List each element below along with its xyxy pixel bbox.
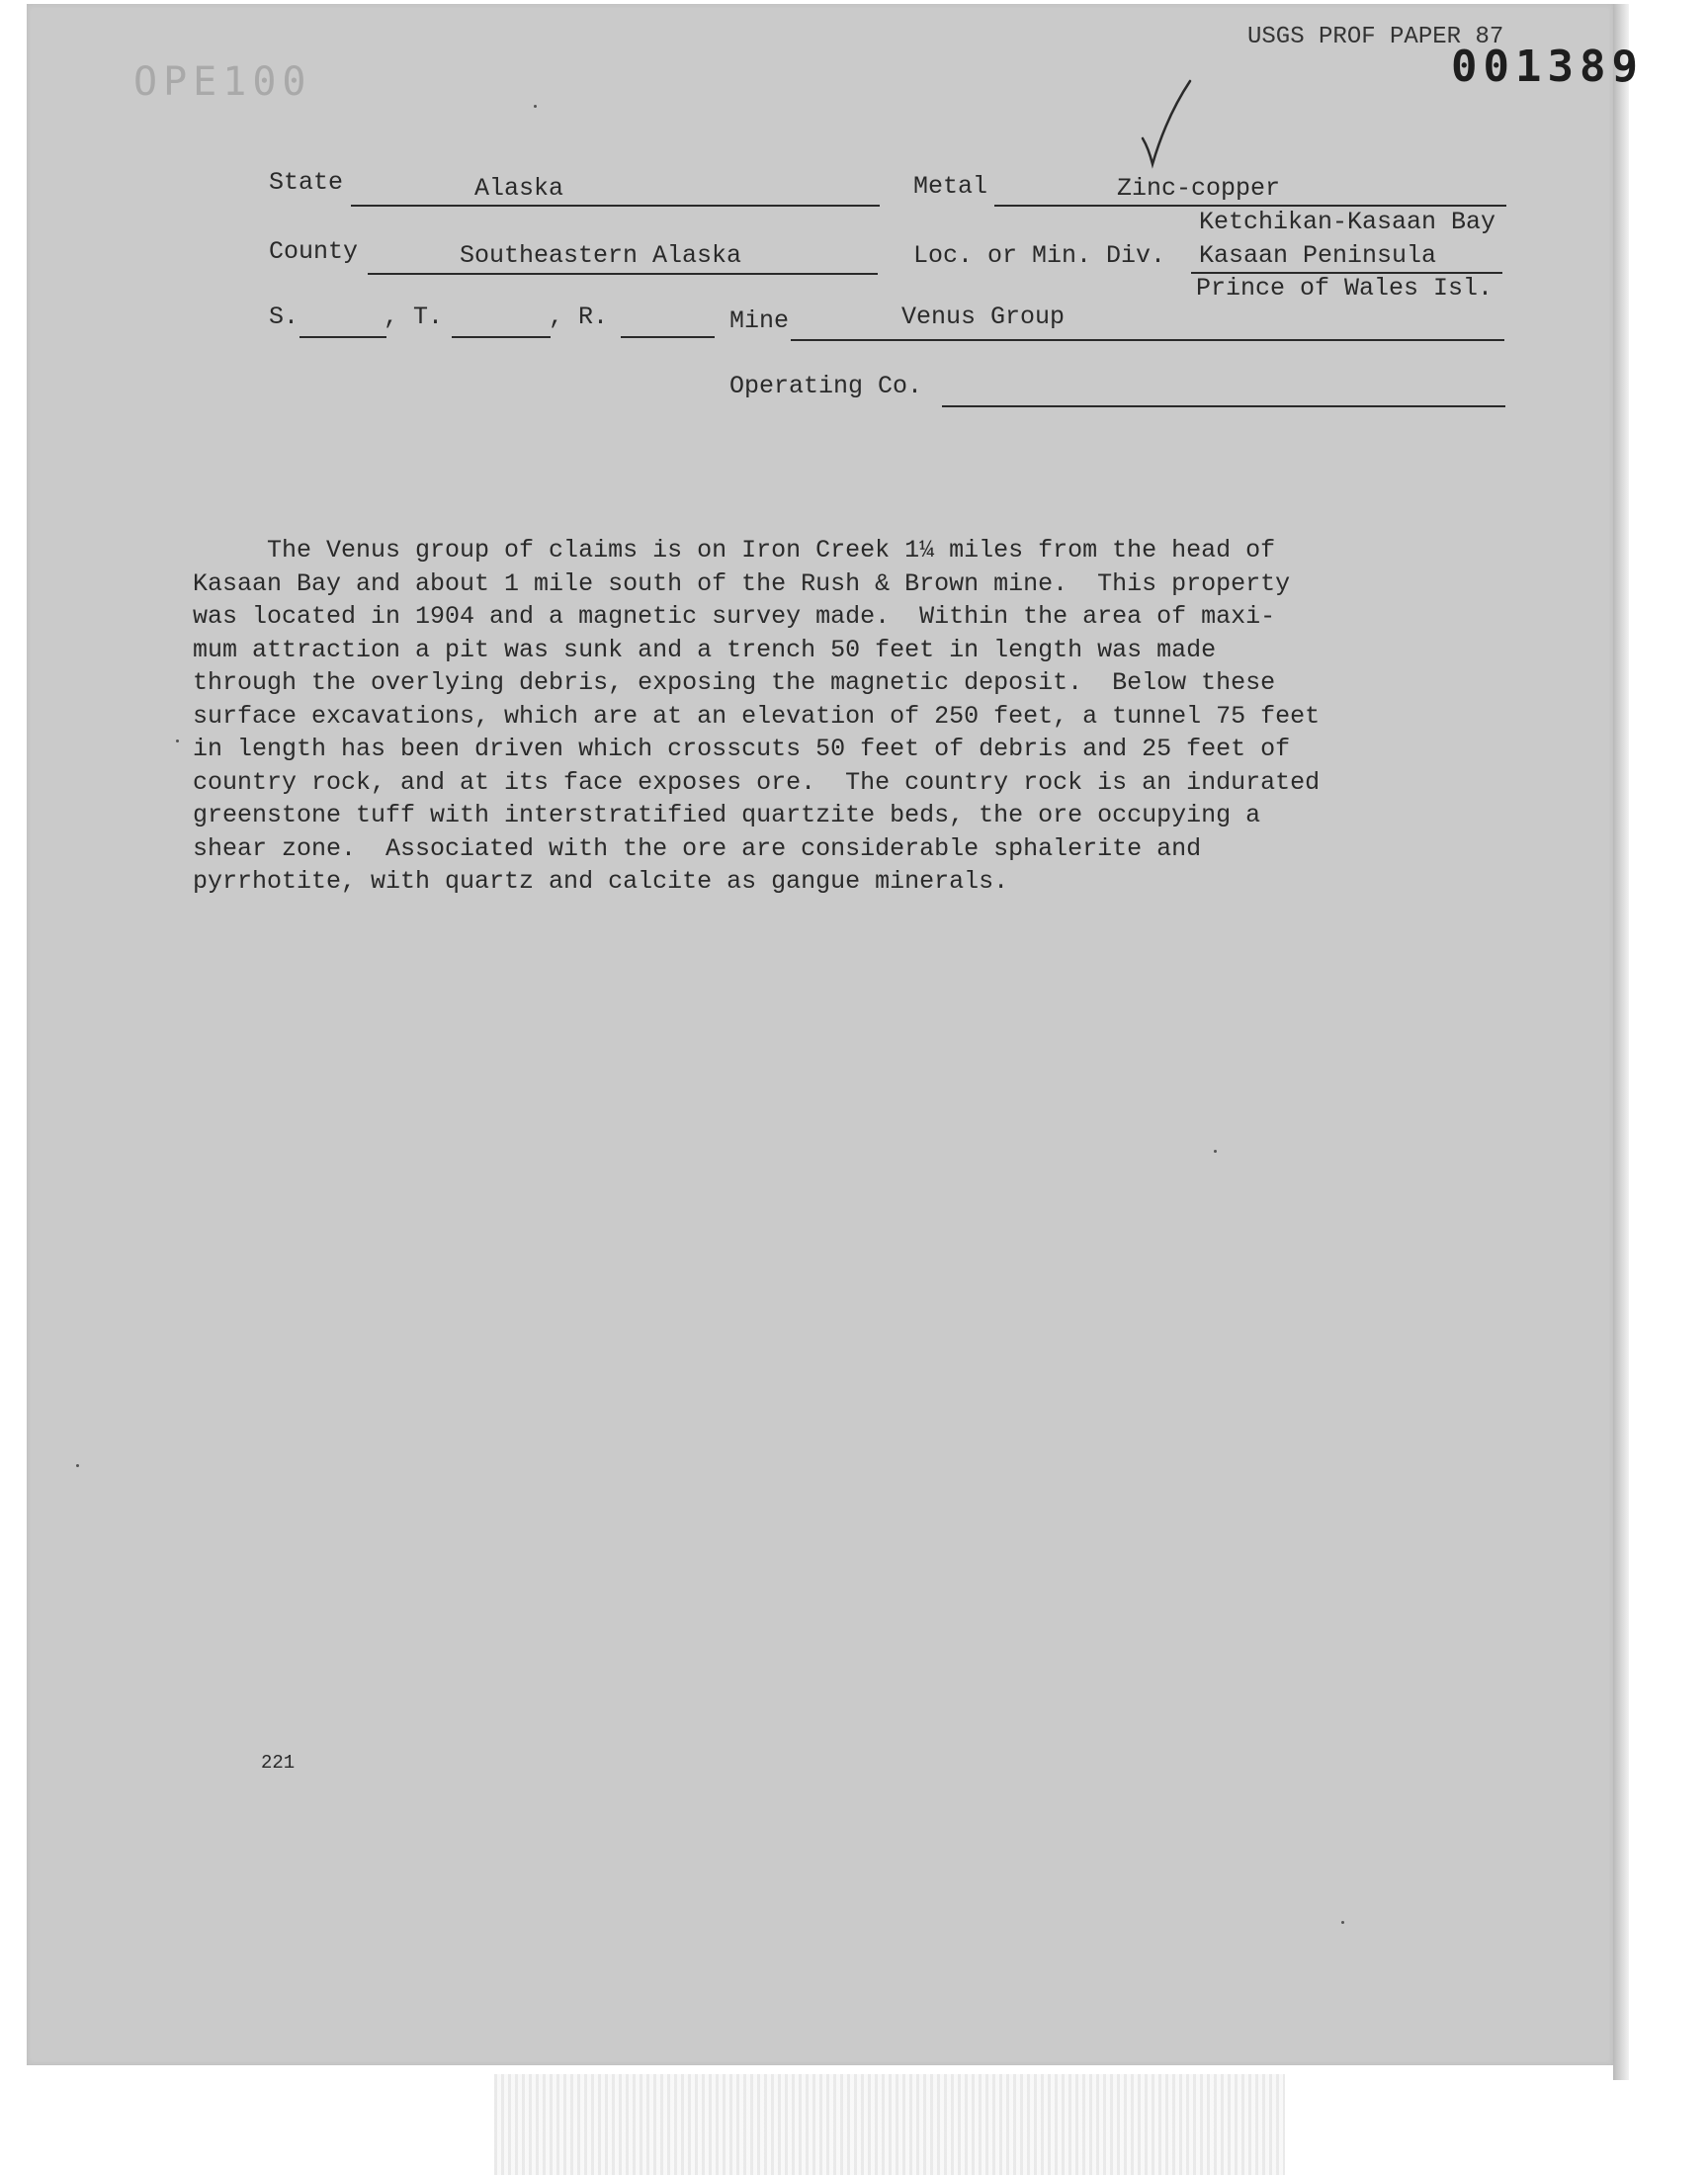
page-number: 221 [261,1752,296,1774]
archive-code-stamp: OPE100 [133,59,312,105]
range-underline [621,336,715,338]
township-underline [452,336,551,338]
metal-underline [994,205,1506,207]
county-value: Southeastern Alaska [460,241,742,270]
loc-value-line-2: Kasaan Peninsula [1199,241,1437,270]
range-label: , R. [549,303,609,331]
scan-speck [534,105,537,108]
county-label: County [269,237,359,266]
township-label: , T. [384,303,444,331]
scan-speck [1214,1150,1217,1153]
description-paragraph: The Venus group of claims is on Iron Creek 1¼ miles from the head of Kasaan Bay and about 1 mile south of the Rush & Brown mine. This property was located in 1904 and a magnetic survey made. Within the area of maxi- mum attraction a pit was sunk and a trench 50 feet in length was made through the overlying debris, exposing the magnetic deposit. Below these surface excavations, which are at an elevation of 250 feet, a tunnel 75 feet in length has been driven which crosscuts 50 feet of debris and 25 feet of country rock, and at its face exposes ore. The country rock is an indurated greenstone tuff with interstratified quartzite beds, the ore occupying a shear zone. Associated with the ore are considerable sphalerite and pyrrhotite, with quartz and calcite as gangue minerals. [193,536,1321,896]
scan-artifact [494,2074,1285,2175]
section-underline [299,336,386,338]
loc-label: Loc. or Min. Div. [913,241,1166,270]
metal-label: Metal [913,172,988,201]
operating-co-label: Operating Co. [729,372,923,400]
state-underline [351,205,880,207]
state-label: State [269,168,344,197]
scan-speck [1341,1921,1344,1924]
loc-value-line-3: Prince of Wales Isl. [1196,274,1494,303]
scan-speck [176,740,179,742]
county-underline [368,273,878,275]
state-value: Alaska [474,174,564,203]
page-edge-shadow [1613,4,1629,2080]
loc-value-line-1: Ketchikan-Kasaan Bay [1199,208,1496,236]
mine-value: Venus Group [901,303,1066,331]
scan-speck [76,1464,79,1467]
operating-co-underline [942,405,1505,407]
section-label: S. [269,303,299,331]
metal-value: Zinc-copper [1117,174,1281,203]
mine-label: Mine [729,306,790,335]
mine-underline [791,339,1504,341]
checkmark-icon [1137,77,1196,176]
reference-header: USGS PROF PAPER 87 [1247,24,1504,50]
document-number: 001389 [1451,42,1644,92]
